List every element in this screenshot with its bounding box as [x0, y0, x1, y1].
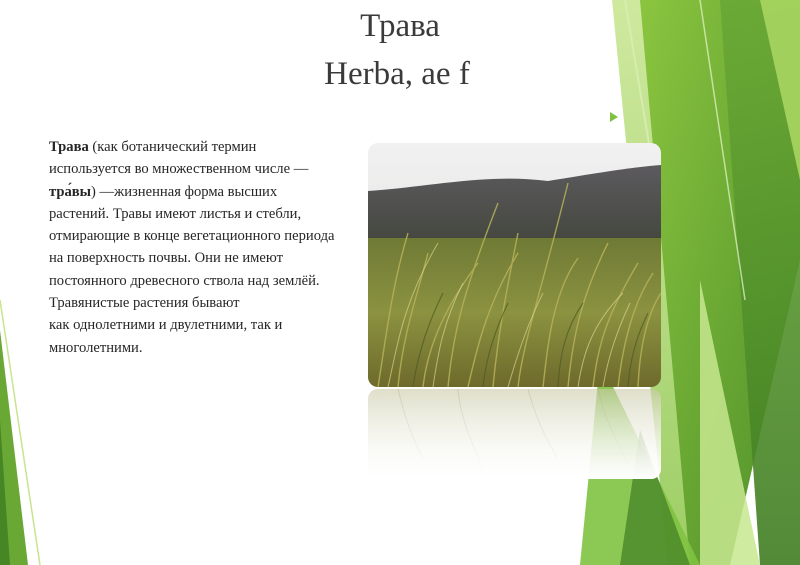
definition-part-3: как однолетними и двулетними, так и многолетними. [49, 317, 283, 356]
photo-reflection [368, 389, 661, 479]
term-bold: Трава [49, 139, 89, 155]
definition-part-1: (как ботанический термин используется во множественном числе — [49, 139, 309, 178]
plural-term-bold [49, 184, 91, 200]
slide-title: Трава [360, 8, 440, 44]
plural-term-prefix: тра [49, 183, 72, 200]
grass-field-photo [368, 143, 661, 387]
definition-text [49, 136, 339, 359]
slide-subtitle-latin: Herba, ae f [324, 56, 470, 92]
grass-photo-illustration [368, 143, 661, 387]
definition-part-2: ) —жизненная форма высших растений. Травы имеют листья и стебли, отмирающие в конце вегетационного периода на поверхность почвы. Они не имеют постоянного древесного ствола над землёй. Травянистые растения бывают [49, 183, 335, 312]
reflection-illustration [368, 389, 661, 479]
plural-term-suffix: вы [71, 183, 92, 200]
